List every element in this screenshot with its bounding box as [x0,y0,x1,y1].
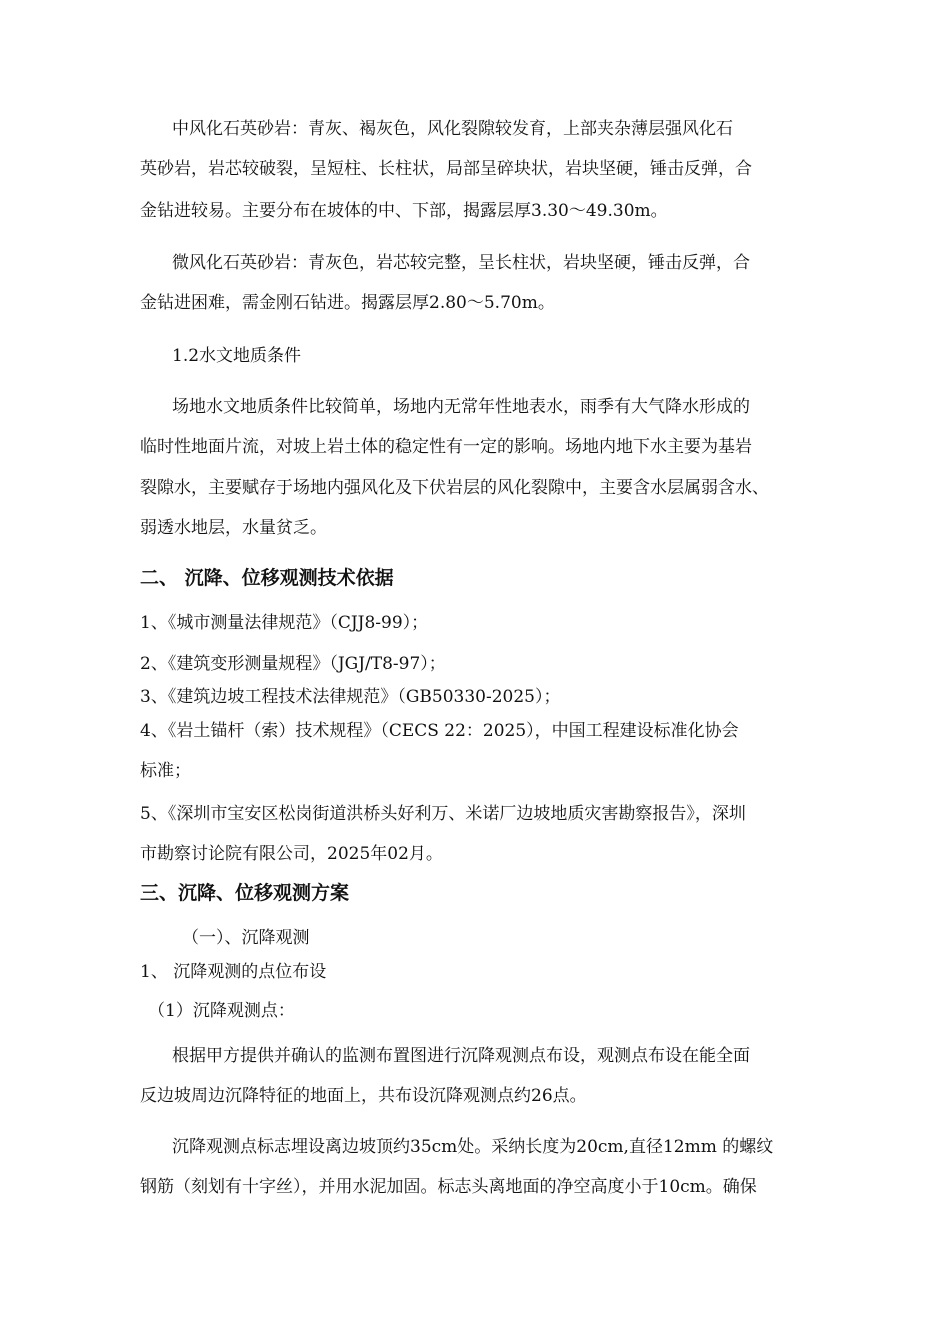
subheading-1-2: 1.2水文地质条件 [172,346,302,366]
paragraph-line: 沉降观测点标志埋设离边坡顶约35cm处。采纳长度为20cm,直径12mm 的螺纹 [172,1137,774,1157]
paragraph-line: 微风化石英砂岩：青灰色，岩芯较完整，呈长柱状，岩块坚硬，锤击反弹，合 [172,253,750,273]
reference-item: 市勘察讨论院有限公司，2025年02月。 [140,844,443,864]
paragraph-line: 中风化石英砂岩：青灰、褐灰色，风化裂隙较发育，上部夹杂薄层强风化石 [172,119,733,139]
paragraph-line: 临时性地面片流，对坡上岩土体的稳定性有一定的影响。场地内地下水主要为基岩 [140,437,752,457]
reference-item: 2、《建筑变形测量规程》（JGJ/T8-97）； [140,654,446,674]
paragraph-line: 金钻进困难，需金刚石钻进。揭露层厚2.80～5.70m。 [140,293,555,313]
paragraph-line: 根据甲方提供并确认的监测布置图进行沉降观测点布设，观测点布设在能全面 [172,1046,750,1066]
subheading-layout: 1、 沉降观测的点位布设 [140,962,327,982]
reference-item: 标准； [140,761,191,781]
paragraph-line: 裂隙水，主要赋存于场地内强风化及下伏岩层的风化裂隙中，主要含水层属弱含水、 [140,478,769,498]
paragraph-line: 金钻进较易。主要分布在坡体的中、下部，揭露层厚3.30～49.30m。 [140,201,668,221]
section-heading-2: 二、 沉降、位移观测技术依据 [140,567,394,589]
paragraph-line: 英砂岩，岩芯较破裂，呈短柱、长柱状，局部呈碎块状，岩块坚硬，锤击反弹，合 [140,159,752,179]
subheading-settlement: （一）、沉降观测 [182,928,310,948]
reference-item: 3、《建筑边坡工程技术法律规范》（GB50330-2025）； [140,687,561,707]
reference-item: 1、《城市测量法律规范》（CJJ8-99）； [140,613,429,633]
subheading-points: （1）沉降观测点： [148,1001,295,1021]
paragraph-line: 反边坡周边沉降特征的地面上，共布设沉降观测点约26点。 [140,1086,587,1106]
paragraph-line: 钢筋（刻划有十字丝），并用水泥加固。标志头离地面的净空高度小于10cm。确保 [140,1177,757,1197]
paragraph-line: 弱透水地层，水量贫乏。 [140,518,327,538]
reference-item: 4、《岩土锚杆（索）技术规程》（CECS 22：2025），中国工程建设标准化协会 [140,721,739,741]
section-heading-3: 三、沉降、位移观测方案 [140,882,350,904]
reference-item: 5、《深圳市宝安区松岗街道洪桥头好利万、米诺厂边坡地质灾害勘察报告》，深圳 [140,804,746,824]
paragraph-line: 场地水文地质条件比较简单，场地内无常年性地表水，雨季有大气降水形成的 [172,397,750,417]
